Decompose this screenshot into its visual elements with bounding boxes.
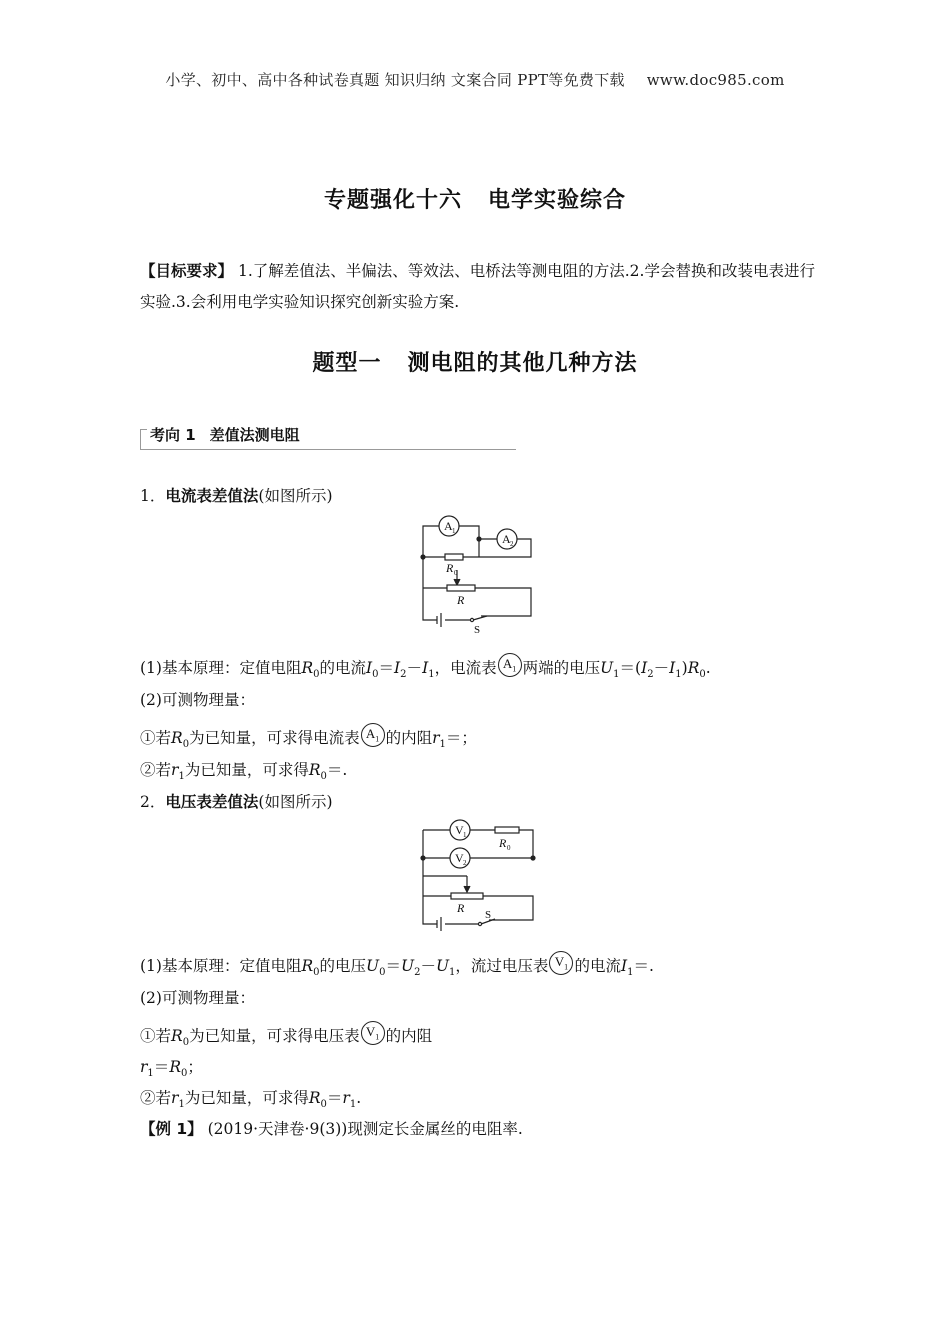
goal-paragraph [140,256,820,318]
sub: 1 [613,669,620,681]
subsection-title [150,424,300,445]
fig2-r0-sub: 0 [507,844,511,852]
junction-dot [477,537,481,541]
text: ②若 [140,1089,172,1107]
text: (1)基本原理：定值电阻 [140,659,302,677]
var: r [432,729,440,747]
text: . [705,659,711,677]
text: 为已知量，可求得 [184,761,309,779]
voltmeter-v1-icon [549,951,573,975]
var: R [687,659,700,677]
var: R [301,957,314,975]
var: I [620,957,628,975]
sub: 1 [428,669,435,681]
item1-title: 电流表差值法 [165,487,259,505]
meter-letter: V [365,1024,376,1039]
text: ①若 [140,1027,172,1045]
sub: 2 [400,669,407,681]
sub: 1 [349,1099,357,1111]
switch-contact [478,922,481,925]
sub: 1 [449,967,456,979]
text: ，电流表 [434,659,497,677]
item2-title: 电压表差值法 [165,793,259,811]
sub: 1 [512,664,517,674]
example-label: 【例 1】 [140,1120,203,1138]
r0-resistor [495,827,519,833]
text: 两端的电压 [522,659,601,677]
case-1a [140,728,477,755]
junction-dot [421,555,425,559]
text: － [653,659,670,677]
meter-letter: A [365,726,376,741]
sub: 1 [147,1068,154,1080]
text: ＝. [633,957,654,975]
case-1b [140,760,347,787]
meter-letter: A [502,656,513,671]
var: I [366,659,373,677]
var: I [641,659,648,677]
principle-2 [140,956,654,983]
sub: 2 [414,967,421,979]
text: － [406,659,423,677]
junction-dot [421,856,425,860]
text: ①若 [140,729,172,747]
fig1-meter1-label: A [444,519,453,533]
header-left-text: 小学、初中、高中各种试卷真题 知识归纳 文案合同 PPT等免费下载 [165,71,625,89]
section-part1: 题型一 [312,351,382,376]
sub: 0 [372,669,379,681]
sub: 1 [178,1099,185,1111]
fig2-r0-label: R [499,836,507,850]
var: R [171,1027,183,1045]
fig2-r-label: R [457,901,465,915]
circuit2-wires [423,830,533,931]
text: 的电流 [574,957,621,975]
var: I [422,659,429,677]
text: ②若 [140,761,172,779]
var: I [669,659,676,677]
title-part1: 专题强化十六 [323,188,462,213]
item1-suffix: (如图所示) [258,487,333,505]
text: ＝ [153,1058,170,1076]
rheostat [451,893,483,899]
text: ＝ [326,1089,343,1107]
fig1-r0-label: R [446,561,454,575]
text: ，流过电压表 [455,957,549,975]
sub: 1 [439,739,446,751]
page-title [0,183,950,214]
sub: 1 [564,962,569,972]
var: U [366,957,380,975]
text: ＝ [378,659,395,677]
fig2-meter2-label: V [455,851,464,865]
r0-resistor [445,554,463,560]
measurable-1: (2)可测物理量： [140,691,255,709]
fig2-meter1-label: V [455,823,464,837]
title-part2: 电学实验综合 [488,188,627,213]
item1-number: 1． [140,487,166,505]
text: 的内阻 [385,729,433,747]
sub: 1 [178,771,185,783]
text: ； [187,1058,203,1076]
sub: 0 [313,669,320,681]
switch-contact [470,618,473,621]
text: . [356,1089,362,1107]
sub: 0 [182,1037,190,1049]
header-url[interactable]: www.doc985.com [646,71,785,89]
item2-heading [140,792,333,812]
sub: 0 [379,967,386,979]
sub: 2 [647,669,654,681]
item2-suffix: (如图所示) [258,793,333,811]
example-1 [140,1119,523,1139]
subsection-tag [140,421,516,450]
text: 为已知量，可求得 [184,1089,309,1107]
text: ) [681,659,688,677]
text: ＝( [619,659,642,677]
var: R [308,1089,321,1107]
var: R [171,729,183,747]
sub: 0 [180,1068,188,1080]
page-header [0,69,950,90]
tag-bracket [140,429,147,450]
case-2b [140,1088,361,1115]
ammeter-a1-icon [498,653,522,677]
section-part2: 测电阻的其他几种方法 [407,351,638,376]
text: 的电压 [319,957,367,975]
measurable-2: (2)可测物理量： [140,989,255,1007]
sub: 0 [182,739,190,751]
case-2a-result [140,1057,203,1084]
fig1-r0-sub: 0 [454,569,458,577]
var: r [140,1058,148,1076]
fig1-switch-label: S [474,624,481,636]
ammeter-difference-circuit [415,512,540,636]
meter-letter: V [554,954,565,969]
goal-text: 1.了解差值法、半偏法、等效法、电桥法等测电阻的方法.2.学会替换和改装电表进行实验.3.会利用电学实验知识探究创新实验方案. [140,262,815,311]
case-2a [140,1026,432,1053]
var: r [342,1089,350,1107]
principle-1 [140,658,711,685]
text: (1)基本原理：定值电阻 [140,957,302,975]
rheostat [447,585,475,591]
sub: 1 [375,734,380,744]
subsection-number: 考向 1 [150,426,196,444]
section-heading [0,346,950,377]
text: 的内阻 [385,1027,433,1045]
fig1-meter1-sub: 1 [452,527,456,535]
var: r [171,761,179,779]
fig2-meter2-sub: 2 [463,859,467,867]
var: U [600,659,614,677]
sub: 0 [699,669,706,681]
item1-heading [140,486,333,506]
sub: 1 [627,967,634,979]
fig1-r-label: R [457,593,465,607]
ammeter-a1-icon [361,723,385,747]
var: R [308,761,321,779]
example-text: (2019·天津卷·9(3))现测定长金属丝的电阻率. [207,1120,523,1138]
var: U [435,957,450,975]
text: ＝. [326,761,348,779]
voltmeter-difference-circuit [415,818,540,932]
fig2-switch-label: S [485,909,492,921]
var: R [169,1058,181,1076]
sub: 1 [675,669,682,681]
var: I [394,659,401,677]
text: 为已知量，可求得电流表 [189,729,360,747]
sub: 0 [320,1099,327,1111]
sub: 0 [320,771,327,783]
sub: 1 [375,1032,380,1042]
text: ＝； [445,729,477,747]
subsection-name: 差值法测电阻 [209,426,300,444]
voltmeter-v1-icon [361,1021,385,1045]
goal-label: 【目标要求】 [140,262,234,280]
fig1-meter2-sub: 2 [510,540,514,548]
text: 的电流 [319,659,367,677]
junction-dot [531,856,535,860]
fig2-meter1-sub: 1 [463,831,467,839]
fig1-meter2-label: A [502,532,511,546]
text: ＝ [385,957,401,975]
var: R [301,659,314,677]
var: U [401,957,415,975]
item2-number: 2． [140,793,166,811]
sub: 0 [313,967,320,979]
var: r [171,1089,179,1107]
text: 为已知量，可求得电压表 [189,1027,360,1045]
text: － [420,957,436,975]
